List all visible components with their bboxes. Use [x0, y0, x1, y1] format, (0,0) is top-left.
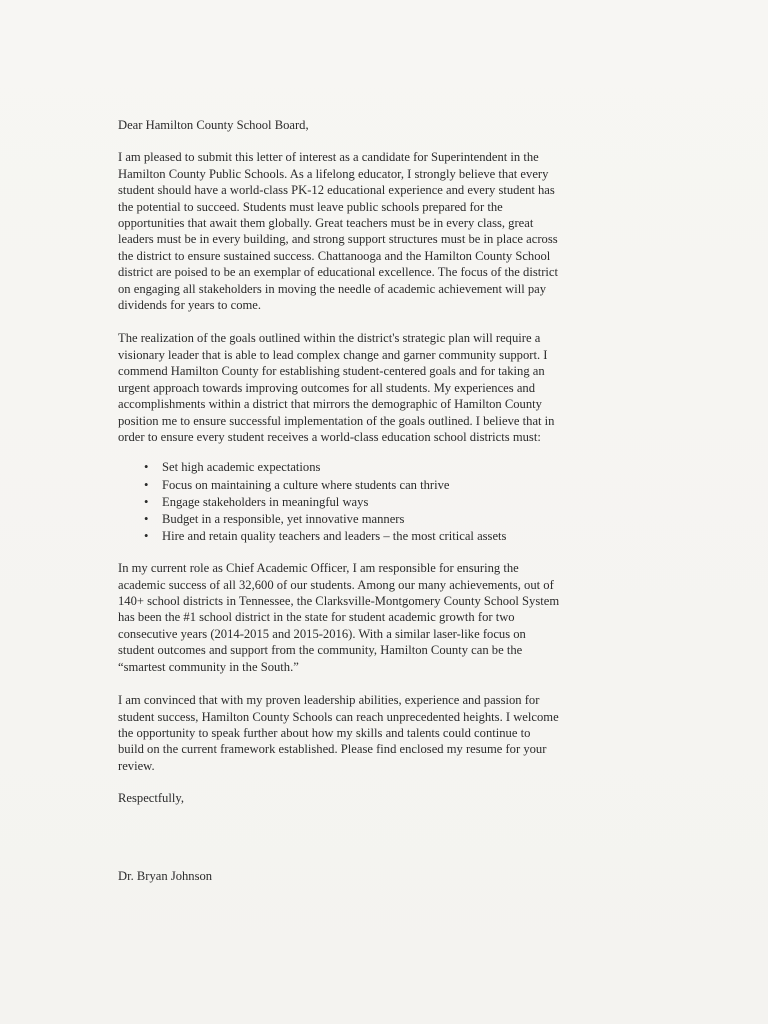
signature-name: Dr. Bryan Johnson — [118, 868, 213, 883]
text-line: “smartest community in the South.” — [118, 659, 299, 674]
paragraph-current-role — [118, 560, 648, 675]
text-line: opportunities that await them globally. Great teachers must be in every class, great — [118, 216, 534, 231]
text-line: I am convinced that with my proven leadership abilities, experience and passion for — [118, 693, 540, 708]
text-line: commend Hamilton County for establishing student-centered goals and for taking an — [118, 364, 545, 379]
text-line: review. — [118, 758, 155, 773]
paragraph-strategic-plan — [118, 330, 648, 445]
bullet-item — [118, 511, 648, 528]
text-line: leaders must be in every building, and strong support structures must be in place across — [118, 232, 558, 247]
text-line: Hamilton County Public Schools. As a lifelong educator, I strongly believe that every — [118, 166, 549, 181]
text-line: In my current role as Chief Academic Officer, I am responsible for ensuring the — [118, 561, 519, 576]
text-line: the district to ensure sustained success. Chattanooga and the Hamilton County School — [118, 248, 551, 263]
bullet-text: Hire and retain quality teachers and leaders – the most critical assets — [162, 529, 507, 544]
bullet-item — [118, 494, 648, 511]
text-line: 140+ school districts in Tennessee, the Clarksville-Montgomery County School System — [118, 594, 560, 609]
text-line: The realization of the goals outlined within the district's strategic plan will require a — [118, 331, 541, 346]
text-line: urgent approach towards improving outcomes for all students. My experiences and — [118, 380, 536, 395]
text-line: student outcomes and support from the community, Hamilton County can be the — [118, 643, 523, 658]
bullet-item — [118, 477, 648, 494]
bullet-icon: • — [144, 511, 149, 526]
letter-body — [118, 117, 648, 884]
bullet-icon: • — [144, 477, 149, 492]
text-line: position me to ensure successful implementation of the goals outlined. I believe that in — [118, 413, 555, 428]
text-line: academic success of all 32,600 of our students. Among our many achievements, out of — [118, 577, 554, 592]
salutation: Dear Hamilton County School Board, — [118, 118, 309, 132]
text-line: student should have a world-class PK-12 educational experience and every student has — [118, 183, 555, 198]
text-line: district are poised to be an exemplar of educational excellence. The focus of the district — [118, 265, 559, 280]
text-line: student success, Hamilton County Schools can reach unprecedented heights. I welcome — [118, 709, 559, 724]
bullet-icon: • — [144, 529, 149, 544]
text-line: visionary leader that is able to lead complex change and garner community support. I — [118, 347, 548, 362]
text-line: has been the #1 school district in the state for student academic growth for two — [118, 610, 515, 625]
bullet-text: Set high academic expectations — [162, 460, 321, 475]
text-line: dividends for years to come. — [118, 298, 262, 313]
bullet-text: Budget in a responsible, yet innovative manners — [162, 511, 405, 526]
bullet-text: Engage stakeholders in meaningful ways — [162, 494, 369, 509]
paragraph-interest — [118, 149, 648, 313]
text-line: consecutive years (2014-2015 and 2015-2016). With a similar laser-like focus on — [118, 626, 526, 641]
paragraph-conclusion — [118, 692, 648, 774]
bullet-icon: • — [144, 460, 149, 475]
text-line: the potential to succeed. Students must leave public schools prepared for the — [118, 199, 503, 214]
bullet-list — [118, 459, 648, 545]
text-line: I am pleased to submit this letter of interest as a candidate for Superintendent in the — [118, 150, 539, 165]
bullet-item — [118, 459, 648, 476]
text-line: order to ensure every student receives a world-class education school districts must: — [118, 429, 541, 444]
text-line: the opportunity to speak further about how my skills and talents could continue to — [118, 725, 531, 740]
text-line: on engaging all stakeholders in moving the needle of academic achievement will pay — [118, 281, 547, 296]
bullet-item — [118, 528, 648, 545]
text-line: build on the current framework established. Please find enclosed my resume for your — [118, 742, 547, 757]
bullet-text: Focus on maintaining a culture where students can thrive — [162, 477, 450, 492]
text-line: accomplishments within a district that mirrors the demographic of Hamilton County — [118, 397, 542, 412]
bullet-icon: • — [144, 494, 149, 509]
closing: Respectfully, — [118, 791, 184, 806]
